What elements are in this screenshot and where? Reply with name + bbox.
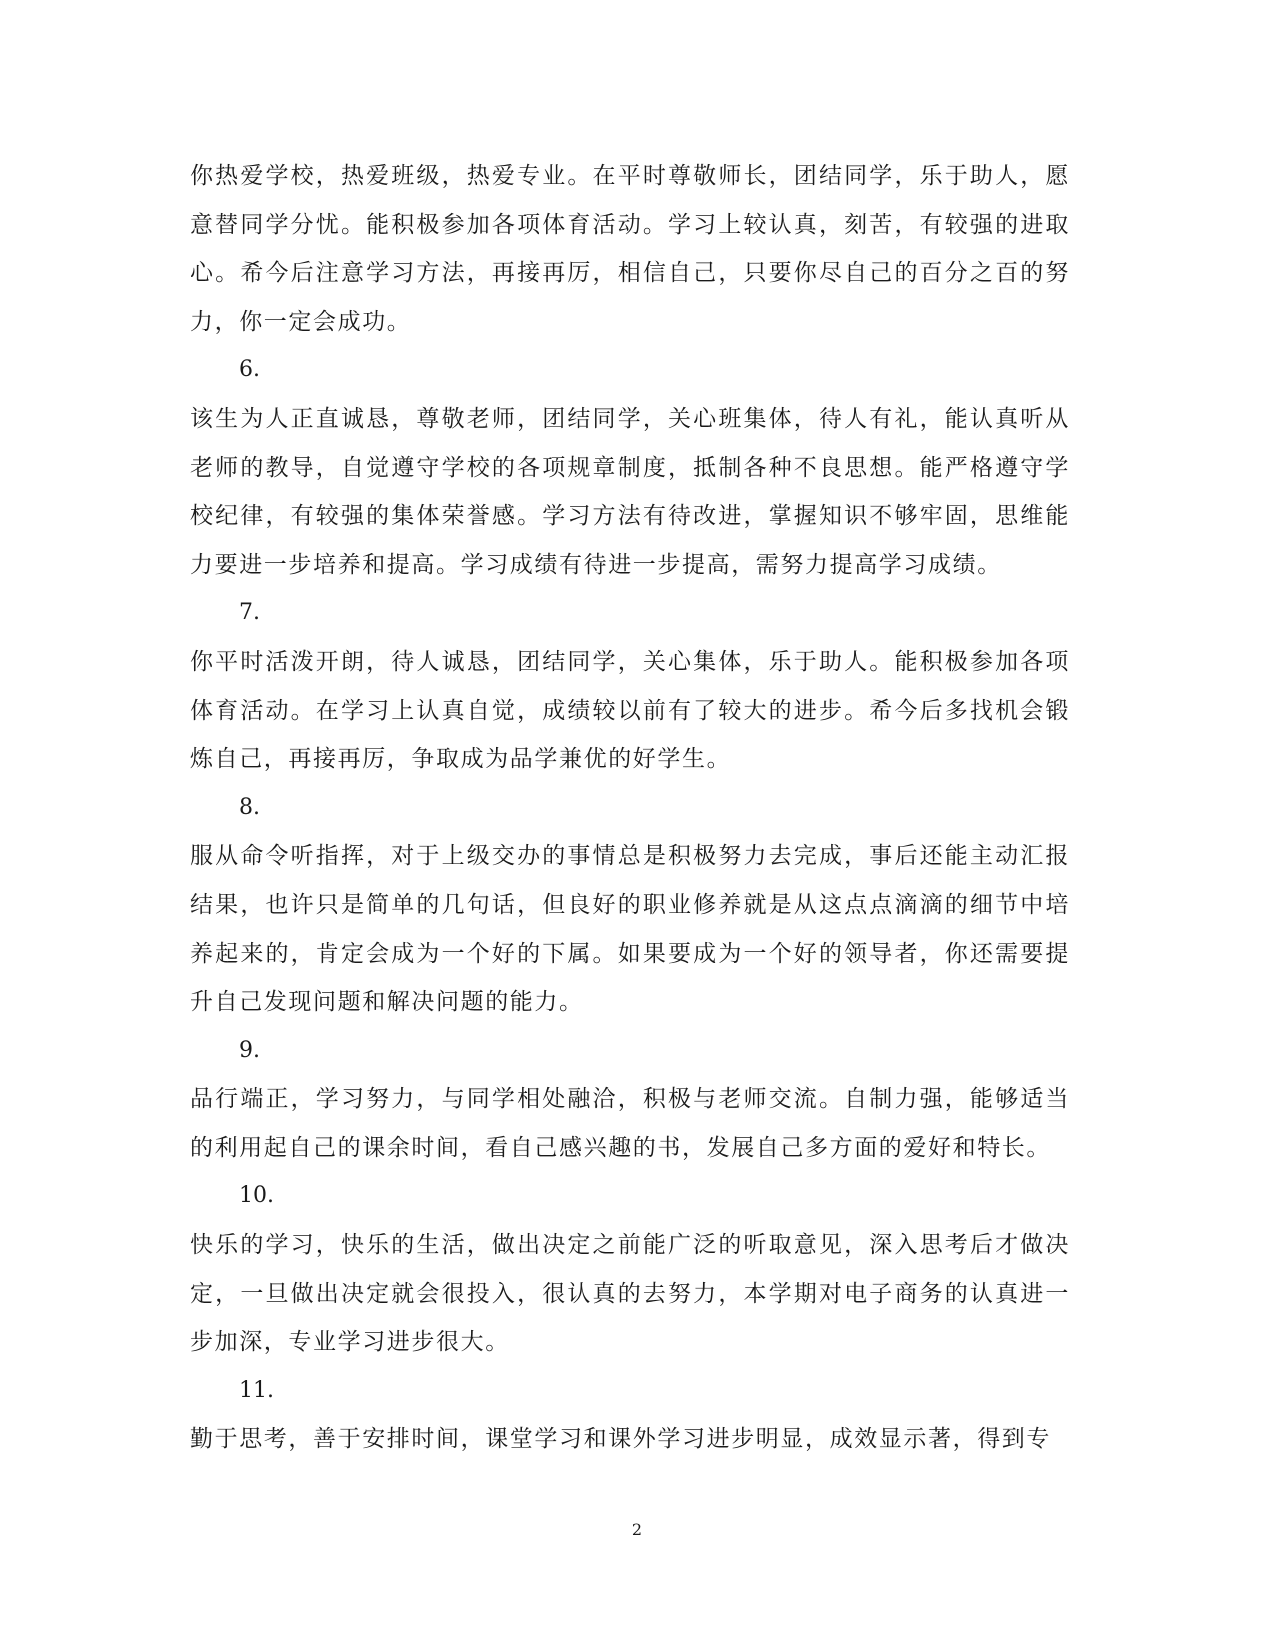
comment-number: 10.: [239, 1183, 274, 1209]
comment-paragraph: 你热爱学校，热爱班级，热爱专业。在平时尊敬师长，团结同学，乐于助人，愿意替同学分忧。能积极参加各项体育活动。学习上较认真，刻苦，有较强的进取心。希今后注意学习方法，再接再厉，相信自己，只要你尽自己的百分之百的努力，你一定会成功。: [190, 163, 1070, 335]
page-number: 2: [631, 1520, 643, 1539]
comment-paragraph: 该生为人正直诚恳，尊敬老师，团结同学，关心班集体，待人有礼，能认真听从老师的教导，自觉遵守学校的各项规章制度，抵制各种不良思想。能严格遵守学校纪律，有较强的集体荣誉感。学习方法有待改进，掌握知识不够牢固，思维能力要进一步培养和提高。学习成绩有待进一步提高，需努力提高学习成绩。: [190, 405, 1070, 578]
document-body: [190, 152, 1070, 1464]
comment-number: 6.: [239, 357, 260, 383]
comment-paragraph: 勤于思考，善于安排时间，课堂学习和课外学习进步明显，成效显示著，得到专: [190, 1426, 1051, 1453]
comment-number: 8.: [239, 794, 260, 820]
comment-paragraph: 服从命令听指挥，对于上级交办的事情总是积极努力去完成，事后还能主动汇报结果，也许只是简单的几句话，但良好的职业修养就是从这点点滴滴的细节中培养起来的，肯定会成为一个好的下属。如果要成为一个好的领导者，你还需要提升自己发现问题和解决问题的能力。: [190, 843, 1070, 1016]
comment-number: 11.: [239, 1377, 274, 1403]
comment-paragraph: 快乐的学习，快乐的生活，做出决定之前能广泛的听取意见，深入思考后才做决定，一旦做出决定就会很投入，很认真的去努力，本学期对电子商务的认真进一步加深，专业学习进步很大。: [190, 1232, 1070, 1356]
comment-paragraph: 品行端正，学习努力，与同学相处融洽，积极与老师交流。自制力强，能够适当的利用起自己的课余时间，看自己感兴趣的书，发展自己多方面的爱好和特长。: [190, 1086, 1070, 1161]
comment-number: 9.: [239, 1037, 260, 1063]
comment-paragraph: 你平时活泼开朗，待人诚恳，团结同学，关心集体，乐于助人。能积极参加各项体育活动。在学习上认真自觉，成绩较以前有了较大的进步。希今后多找机会锻炼自己，再接再厉，争取成为品学兼优的好学生。: [190, 648, 1070, 773]
comment-number: 7.: [239, 600, 260, 626]
